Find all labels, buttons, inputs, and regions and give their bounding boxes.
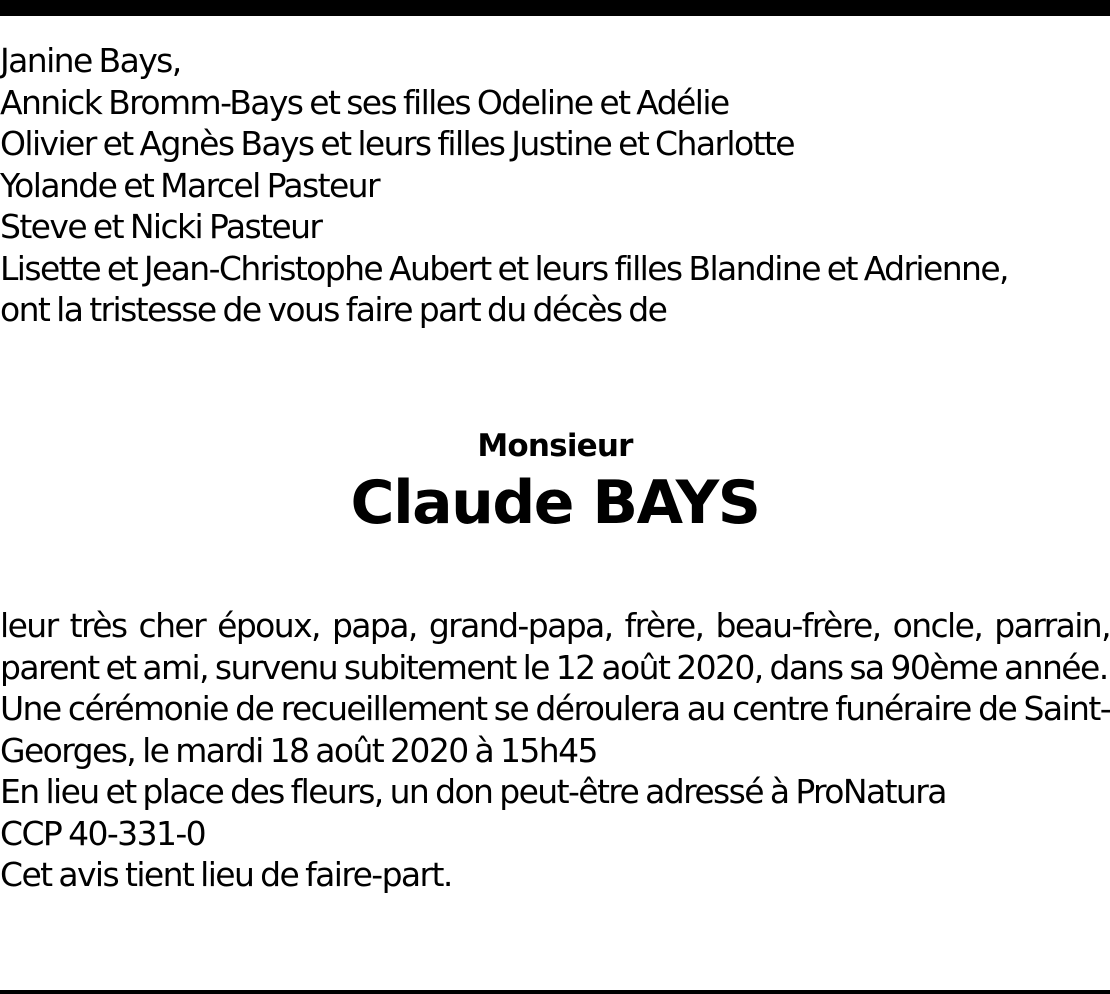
family-list — [0, 40, 1110, 331]
top-rule — [0, 0, 1110, 16]
donation-line: En lieu et place des fleurs, un don peut-être adressé à ProNatura — [0, 772, 946, 811]
ceremony-paragraph: Une cérémonie de recueillement se déroulera au centre funéraire de Saint-Georges, le mardi 18 août 2020 à 15h45 — [0, 689, 1110, 770]
family-line: Steve et Nicki Pasteur — [0, 207, 322, 246]
account-line: CCP 40-331-0 — [0, 813, 206, 853]
announcement-line: ont la tristesse de vous faire part du décès de — [0, 290, 667, 329]
deceased-name: Claude BAYS — [350, 468, 760, 538]
deceased-honorific: Monsieur — [477, 428, 633, 464]
notice-body — [0, 605, 1110, 896]
bottom-rule — [0, 990, 1110, 994]
family-line: Yolande et Marcel Pasteur — [0, 165, 379, 205]
description-paragraph: leur très cher époux, papa, grand-papa, frère, beau-frère, oncle, parrain, parent et ami, survenu subitement le 12 août 2020, dans sa 90ème année. — [0, 606, 1110, 687]
family-line: Lisette et Jean-Christophe Aubert et leurs filles Blandine et Adrienne, — [0, 248, 1008, 288]
family-line: Annick Bromm-Bays et ses filles Odeline et Adélie — [0, 82, 729, 122]
family-line: Olivier et Agnès Bays et leurs filles Justine et Charlotte — [0, 124, 794, 163]
family-line: Janine Bays, — [0, 41, 181, 80]
closing-line: Cet avis tient lieu de faire-part. — [0, 855, 452, 894]
